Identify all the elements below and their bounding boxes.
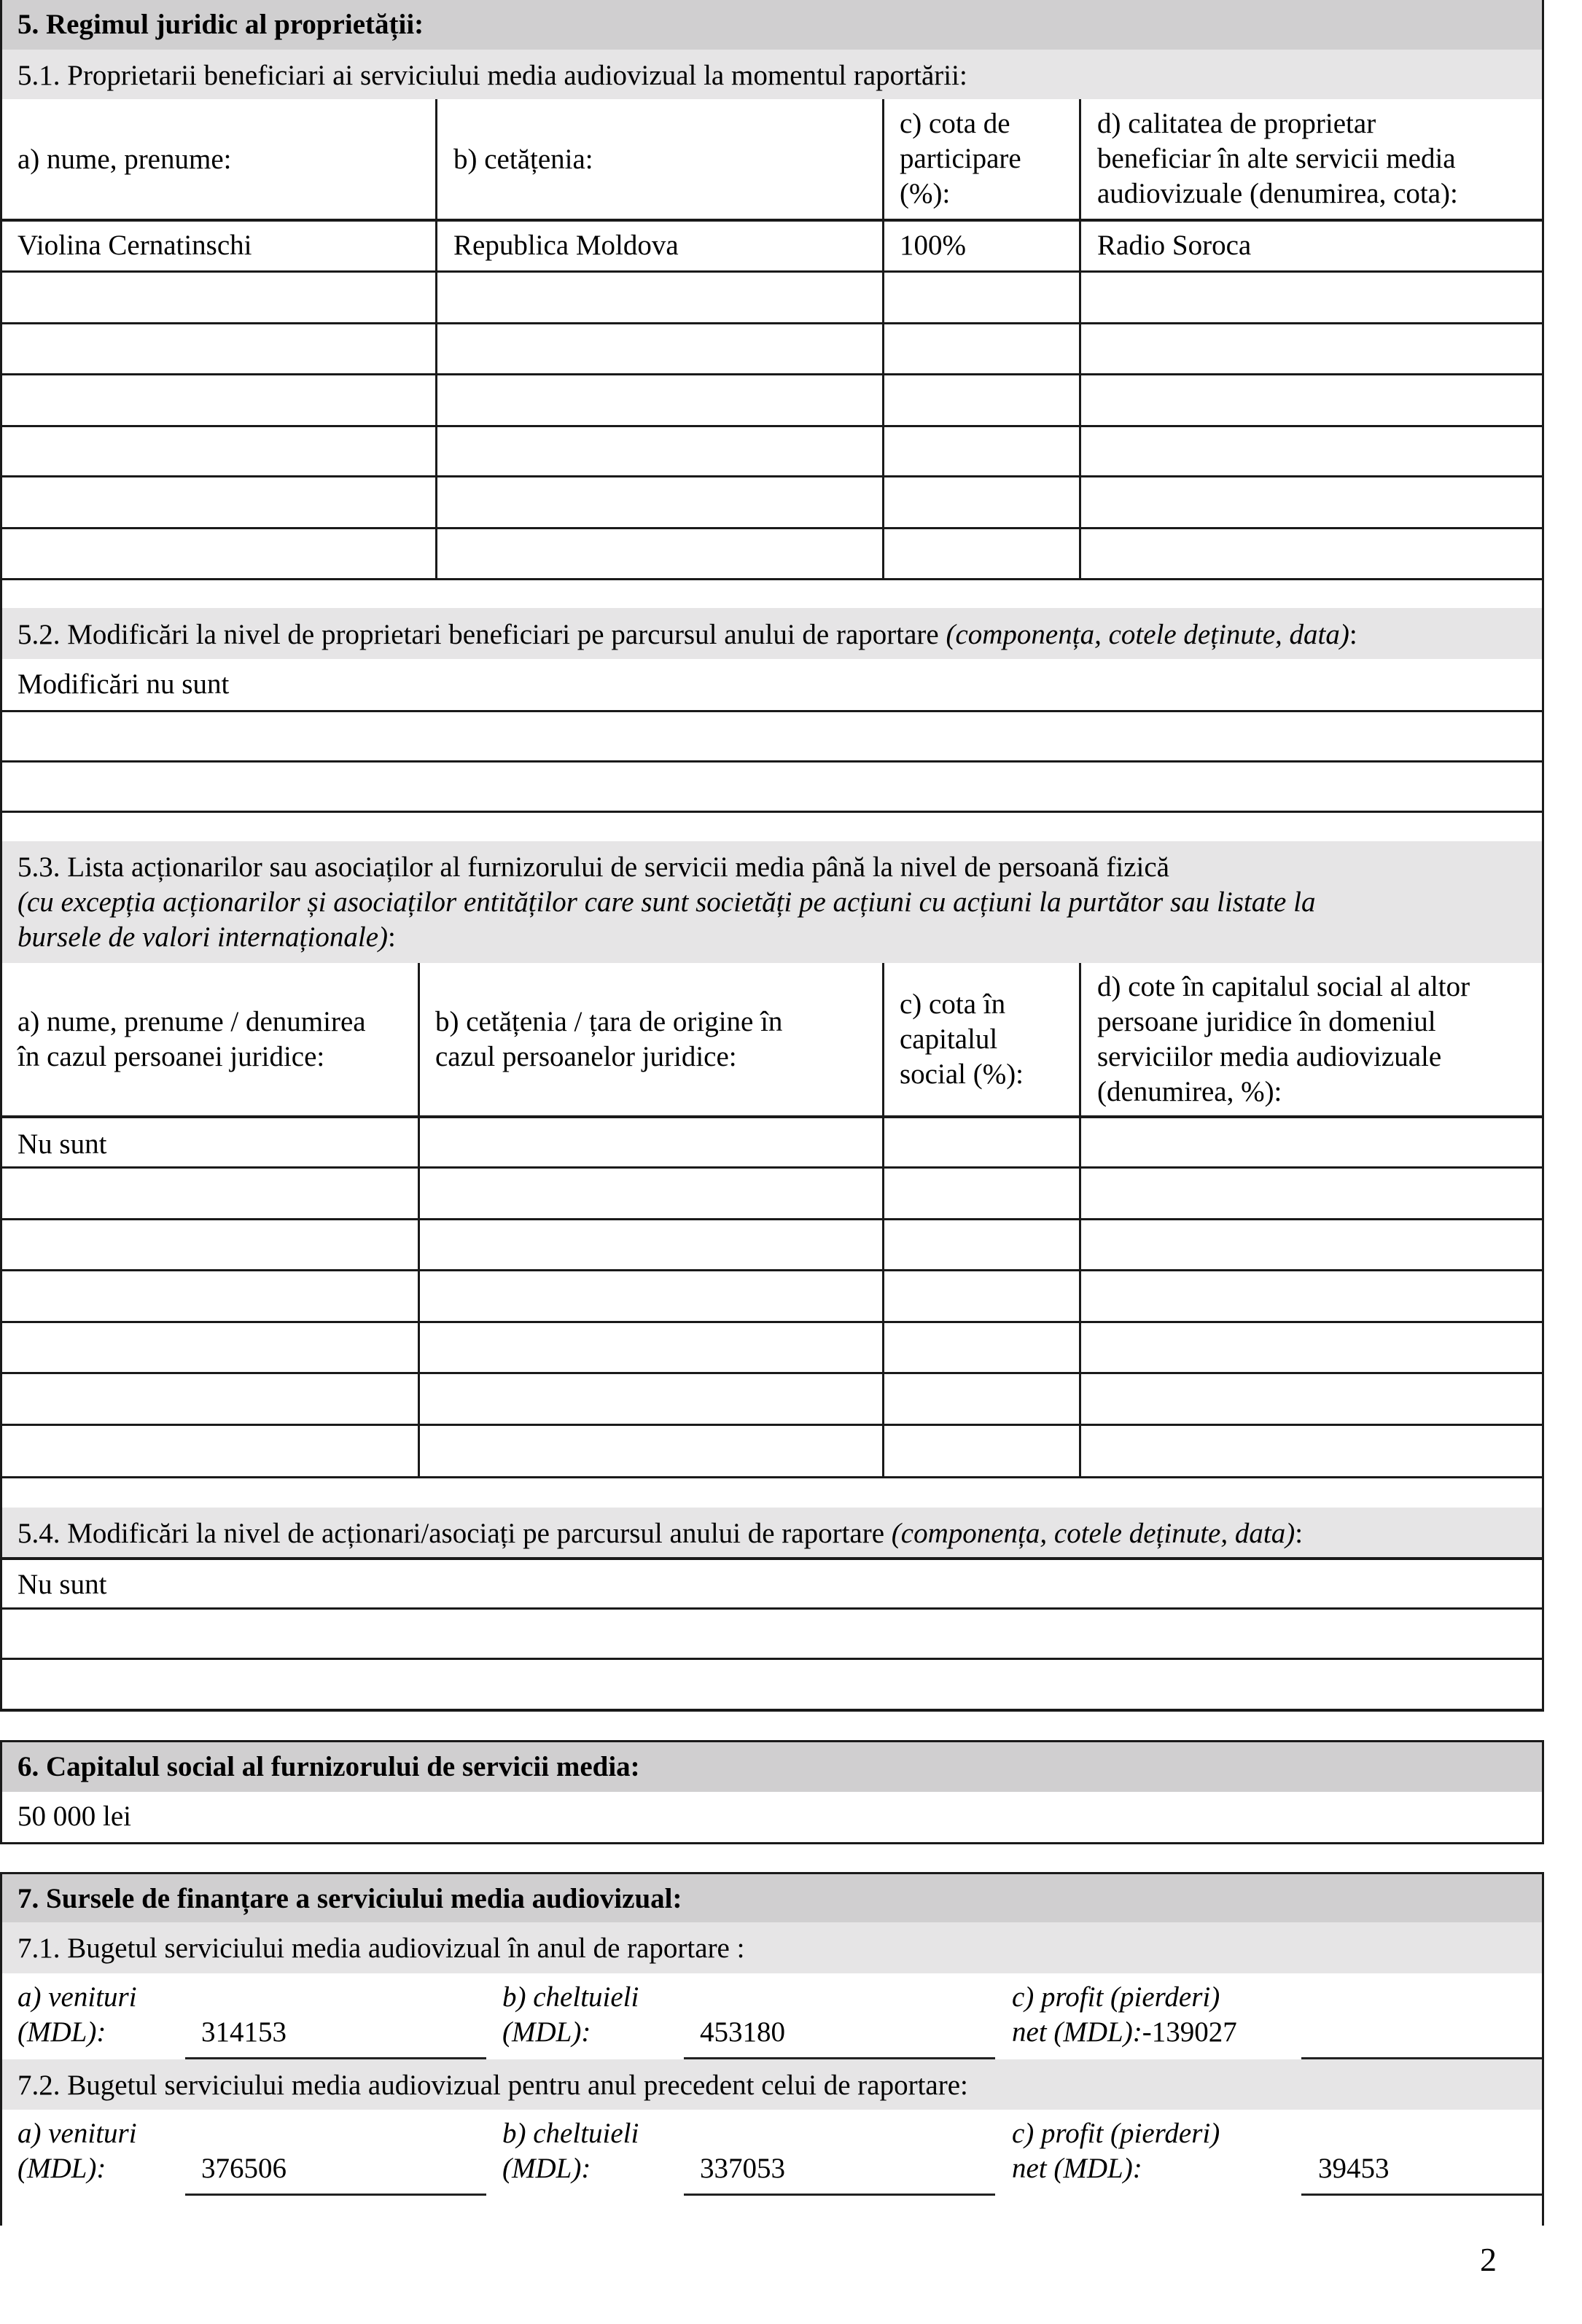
profit-label: c) profit (pierderi) net (MDL):-139027	[1012, 1981, 1237, 2048]
table-row-line	[0, 760, 1543, 763]
col-header-citizenship: b) cetățenia:	[453, 144, 593, 175]
table-row-line	[0, 270, 1543, 273]
prev-expenses-value[interactable]: 337053	[700, 2153, 785, 2184]
col-header-shareholder-name: a) nume, prenume / denumirea în cazul persoanei juridice:	[17, 1006, 366, 1072]
table-col-line	[435, 99, 437, 579]
section-7-left-border	[0, 1872, 2, 2226]
table-row-line	[0, 219, 1543, 222]
section-5-1-title: 5.1. Proprietarii beneficiari ai serviciului media audiovizual la momentul raportării:	[17, 60, 967, 91]
table-row-line	[0, 811, 1543, 813]
table-cell-name[interactable]: Violina Cernatinschi	[17, 230, 252, 261]
table-row-line	[0, 475, 1543, 477]
col-header-name: a) nume, prenume:	[17, 144, 232, 175]
prev-profit-underline	[1301, 2194, 1543, 2196]
section-7-2-title: 7.2. Bugetul serviciului media audiovizual pentru anul precedent celui de raportare:	[17, 2070, 968, 2101]
table-row-line	[0, 1115, 1543, 1118]
prev-expenses-underline	[684, 2194, 995, 2196]
table-row-line	[0, 1321, 1543, 1323]
table-row-line	[0, 1607, 1543, 1610]
table-row-line	[0, 1658, 1543, 1660]
prev-expenses-label: b) cheltuieli (MDL):	[502, 2118, 639, 2184]
share-capital-value[interactable]: 50 000 lei	[17, 1801, 131, 1832]
table-row-line	[0, 373, 1543, 375]
section-7-1-title: 7.1. Bugetul serviciului media audiovizual în anul de raportare :	[17, 1933, 745, 1964]
prev-income-value[interactable]: 376506	[201, 2153, 287, 2184]
table-col-line	[882, 99, 884, 579]
table-row-line	[0, 322, 1543, 324]
table-col-line	[418, 963, 420, 1478]
table-row-line	[0, 1424, 1543, 1426]
table-row-line	[0, 1372, 1543, 1374]
changes-shareholders-value[interactable]: Nu sunt	[17, 1569, 107, 1600]
income-label: a) venituri (MDL):	[17, 1981, 137, 2048]
col-header-capital-share: c) cota în capitalul social (%):	[900, 989, 1024, 1090]
table-row-line	[0, 1476, 1543, 1478]
section-7-right-border	[1542, 1872, 1544, 2226]
section-5-2-title: 5.2. Modificări la nivel de proprietari beneficiari pe parcursul anului de raportare (componența, cotele deținute, data):	[17, 619, 1357, 650]
changes-owners-value[interactable]: Modificări nu sunt	[17, 668, 230, 700]
table-row-line	[0, 1709, 1543, 1712]
expenses-value[interactable]: 453180	[700, 2016, 785, 2048]
table-cell-share[interactable]: 100%	[900, 230, 966, 261]
table-row-line	[0, 1269, 1543, 1271]
table-row-line	[0, 527, 1543, 529]
prev-income-underline	[185, 2194, 486, 2196]
page-number: 2	[1480, 2241, 1497, 2278]
section-7-title: 7. Sursele de finanțare a serviciului media audiovizual:	[17, 1883, 682, 1914]
section-5-3-title: 5.3. Lista acționarilor sau asociaților al furnizorului de servicii media până la nivel de persoană fizică	[17, 851, 1169, 883]
prev-income-label: a) venituri (MDL):	[17, 2118, 137, 2184]
table-row-line	[0, 1218, 1543, 1220]
profit-value[interactable]: -139027	[1142, 2016, 1237, 2048]
col-header-share: c) cota de participare (%):	[900, 108, 1021, 209]
section-5-right-border	[1542, 0, 1544, 1712]
table-row-line	[0, 710, 1543, 712]
expenses-label: b) cheltuieli (MDL):	[502, 1981, 639, 2048]
col-header-shareholder-country: b) cetățenia / țara de origine în cazul persoanelor juridice:	[435, 1006, 783, 1072]
table-cell-other-services[interactable]: Radio Soroca	[1097, 230, 1252, 261]
table-cell-citizenship[interactable]: Republica Moldova	[453, 230, 679, 261]
col-header-other-capital: d) cote în capitalul social al altor persoane juridice în domeniul serviciilor media audiovizuale (denumirea, %):	[1097, 971, 1470, 1107]
table-row-line	[0, 425, 1543, 427]
section-6-title: 6. Capitalul social al furnizorului de servicii media:	[17, 1751, 640, 1782]
table-row-line	[0, 1166, 1543, 1169]
section-5-4-title: 5.4. Modificări la nivel de acționari/asociați pe parcursul anului de raportare (componența, cotele deținute, data):	[17, 1518, 1304, 1549]
section-5-3-subtitle-end: bursele de valori internaționale):	[17, 921, 396, 953]
table-cell-shareholder-name[interactable]: Nu sunt	[17, 1128, 107, 1160]
table-row-line	[0, 578, 1543, 580]
col-header-other-services: d) calitatea de proprietar beneficiar în alte servicii media audiovizuale (denumirea, cota):	[1097, 108, 1458, 209]
table-col-line	[882, 963, 884, 1478]
section-5-title: 5. Regimul juridic al proprietății:	[17, 9, 424, 40]
table-col-line	[1079, 963, 1081, 1478]
section-5-3-subtitle: (cu excepția acționarilor și asociaților entităților care sunt societăți pe acțiuni cu acțiuni la purtător sau listate la	[17, 886, 1316, 918]
income-value[interactable]: 314153	[201, 2016, 287, 2048]
table-col-line	[1079, 99, 1081, 579]
prev-profit-label: c) profit (pierderi) net (MDL):	[1012, 2118, 1220, 2184]
prev-profit-value[interactable]: 39453	[1318, 2153, 1390, 2184]
section-5-left-border	[0, 0, 2, 1712]
table-row-line	[0, 1557, 1543, 1560]
